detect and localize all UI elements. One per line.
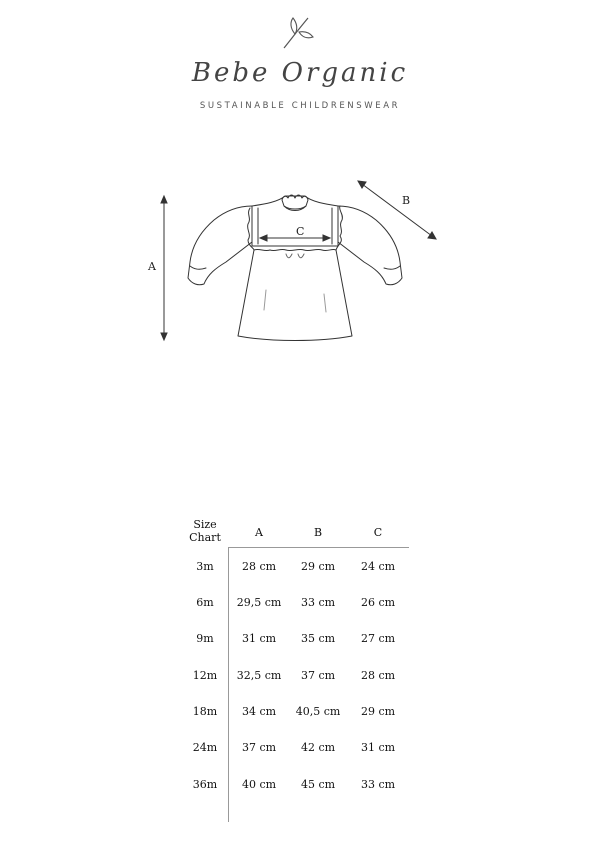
- measurement-label-c: C: [296, 225, 305, 238]
- table-cell: 33 cm: [360, 778, 396, 791]
- table-row-size-label: 9m: [196, 632, 214, 645]
- measurement-label-a: A: [148, 260, 156, 273]
- table-cell: 42 cm: [300, 741, 336, 754]
- table-cell: 37 cm: [300, 669, 336, 682]
- table-row-size-label: 6m: [196, 596, 214, 609]
- right-sleeve: [338, 206, 402, 285]
- table-cell: 29 cm: [300, 560, 336, 573]
- table-cell: 32,5 cm: [236, 669, 282, 682]
- table-cell: 33 cm: [300, 596, 336, 609]
- size-chart-corner-label: [180, 518, 230, 544]
- collar-ruffle: [282, 195, 308, 209]
- size-chart-table: [180, 510, 420, 820]
- skirt: [238, 250, 352, 341]
- leaf-sprig-logo-icon: [278, 14, 322, 52]
- size-chart-corner-line2: Chart: [189, 531, 221, 544]
- table-cell: 37 cm: [241, 741, 277, 754]
- table-cell: 31 cm: [360, 741, 396, 754]
- table-cell: 28 cm: [360, 669, 396, 682]
- table-cell: 40 cm: [241, 778, 277, 791]
- size-chart-corner-line1: Size: [193, 518, 217, 531]
- table-divider-horizontal: [228, 547, 409, 548]
- table-row-size-label: 24m: [192, 741, 218, 754]
- measurement-label-b: B: [402, 194, 411, 207]
- table-cell: 24 cm: [360, 560, 396, 573]
- table-row-size-label: 3m: [196, 560, 214, 573]
- table-cell: 34 cm: [241, 705, 277, 718]
- table-row-size-label: 36m: [192, 778, 218, 791]
- table-cell: 26 cm: [360, 596, 396, 609]
- table-cell: 29 cm: [360, 705, 396, 718]
- table-cell: 27 cm: [360, 632, 396, 645]
- yoke-ruffle: [248, 206, 343, 251]
- brand-tagline: SUSTAINABLE CHILDRENSWEAR: [199, 101, 401, 111]
- column-header-c: C: [373, 526, 383, 539]
- column-header-a: A: [255, 526, 263, 539]
- table-cell: 31 cm: [241, 632, 277, 645]
- brand-name: Bebe Organic: [191, 58, 409, 88]
- table-cell: 28 cm: [241, 560, 277, 573]
- table-row-size-label: 18m: [192, 705, 218, 718]
- table-cell: 29,5 cm: [236, 596, 282, 609]
- table-cell: 40,5 cm: [295, 705, 341, 718]
- table-cell: 35 cm: [300, 632, 336, 645]
- left-sleeve: [188, 206, 252, 285]
- table-row-size-label: 12m: [192, 669, 218, 682]
- column-header-b: B: [313, 526, 323, 539]
- table-cell: 45 cm: [300, 778, 336, 791]
